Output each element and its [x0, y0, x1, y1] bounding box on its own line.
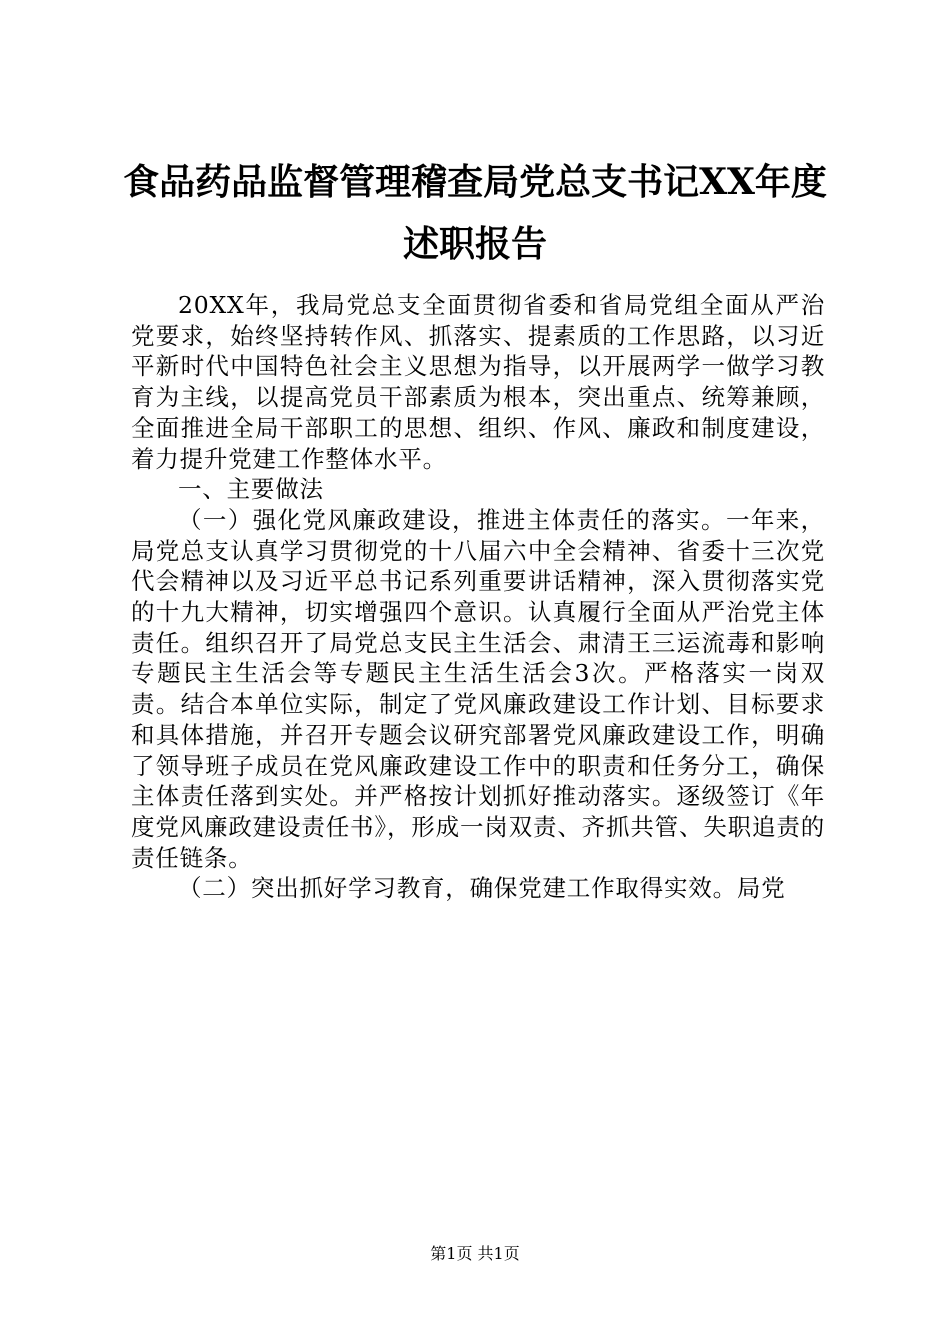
- body-paragraph-2: （二）突出抓好学习教育，确保党建工作取得实效。局党: [178, 874, 786, 903]
- intro-paragraph: 20XX年，我局党总支全面贯彻省委和省局党组全面从严治党要求，始终坚持转作风、抓落实、提素质的工作思路，以习近平新时代中国特色社会主义思想为指导，以开展两学一做学习教育为主线，以提高党员干部素质为根本，突出重点、统筹兼顾，全面推进全局干部职工的思想、组织、作风、廉政和制度建设，着力提升党建工作整体水平。: [131, 291, 825, 473]
- body-paragraph-1: （一）强化党风廉政建设，推进主体责任的落实。一年来，局党总支认真学习贯彻党的十八届六中全会精神、省委十三次党代会精神以及习近平总书记系列重要讲话精神，深入贯彻落实党的十九大精神，切实增强四个意识。认真履行全面从严治党主体责任。组织召开了局党总支民主生活会、肃清王三运流毒和影响专题民主生活会等专题民主生活生活会3次。严格落实一岗双责。结合本单位实际，制定了党风廉政建设工作计划、目标要求和具体措施，并召开专题会议研究部署党风廉政建设工作，明确了领导班子成员在党风廉政建设工作中的职责和任务分工，确保主体责任落到实处。并严格按计划抓好推动落实。逐级签订《年度党风廉政建设责任书》，形成一岗双责、齐抓共管、失职追责的责任链条。: [131, 505, 825, 872]
- page-footer: 第1页 共1页: [430, 1244, 520, 1263]
- section-heading: 一、主要做法: [178, 475, 324, 504]
- document-body: [131, 290, 825, 904]
- document-title-line-2: 述职报告: [402, 223, 547, 265]
- document-title-line-1: 食品药品监督管理稽查局党总支书记XX年度: [123, 161, 827, 203]
